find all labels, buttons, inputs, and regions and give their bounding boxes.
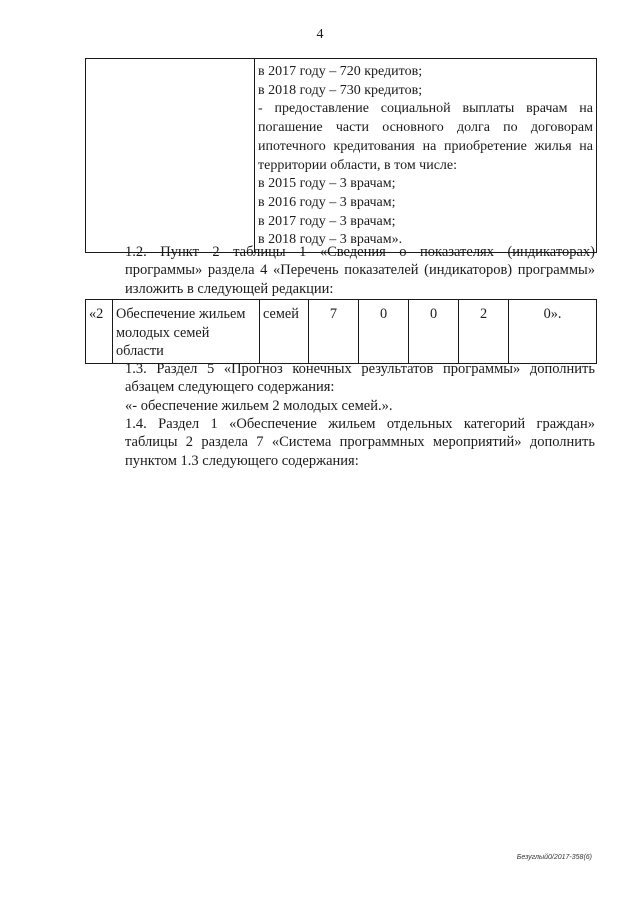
page-number: 4: [316, 27, 324, 42]
table-line: в 2018 году – 730 кредитов;: [258, 82, 423, 98]
paragraph-1-4-text: 1.4. Раздел 1 «Обеспечение жильем отдельных категорий граждан» таблицы 2 раздела 7 «Система программных мероприятий» дополнить пунктом 1.3 следующего содержания:: [125, 416, 595, 469]
continued-table-empty-cell: [86, 59, 255, 253]
footer-code: Безуглый0/2017-358(6): [516, 854, 592, 861]
table-line: - предоставление социальной выплаты врачам на погашение части основного долга по договорам ипотечного кредитования на приобретение жилья на территории области, в том числе:: [258, 101, 593, 173]
indicator-value-cell: 2: [459, 300, 509, 364]
paragraph-1-4: [85, 415, 595, 470]
table-line: в 2017 году – 3 врачам;: [258, 213, 396, 229]
paragraph-1-3: [85, 360, 595, 415]
table-line: в 2015 году – 3 врачам;: [258, 176, 396, 192]
paragraph-1-2-text: 1.2. Пункт 2 таблицы 1 «Сведения о показателях (индикаторах) программы» раздела 4 «Перечень показателей (индикаторов) программы» изложить в следующей редакции:: [125, 244, 595, 297]
table-line: в 2018 году – 3 врачам».: [258, 232, 403, 248]
continued-table-text-cell: [255, 59, 597, 253]
continued-table: [85, 58, 597, 253]
paragraph-1-2: [85, 243, 595, 298]
indicator-value-cell: 0: [409, 300, 459, 364]
indicator-unit-cell: семей: [260, 300, 309, 364]
paragraph-1-3-quote: «- обеспечение жильем 2 молодых семей.».: [125, 397, 393, 414]
table-line: в 2017 году – 720 кредитов;: [258, 64, 423, 79]
indicator-table: [85, 299, 597, 364]
indicator-value-cell: 0: [359, 300, 409, 364]
table-row: [86, 300, 597, 364]
table-line: в 2016 году – 3 врачам;: [258, 194, 396, 210]
paragraph-1-3-text: 1.3. Раздел 5 «Прогноз конечных результатов программы» дополнить абзацем следующего содержания:: [125, 361, 595, 396]
indicator-value-cell: 0».: [509, 300, 597, 364]
indicator-name-cell: Обеспечение жильем молодых семей области: [113, 300, 260, 364]
indicator-value-cell: 7: [309, 300, 359, 364]
indicator-num-cell: «2: [86, 300, 113, 364]
